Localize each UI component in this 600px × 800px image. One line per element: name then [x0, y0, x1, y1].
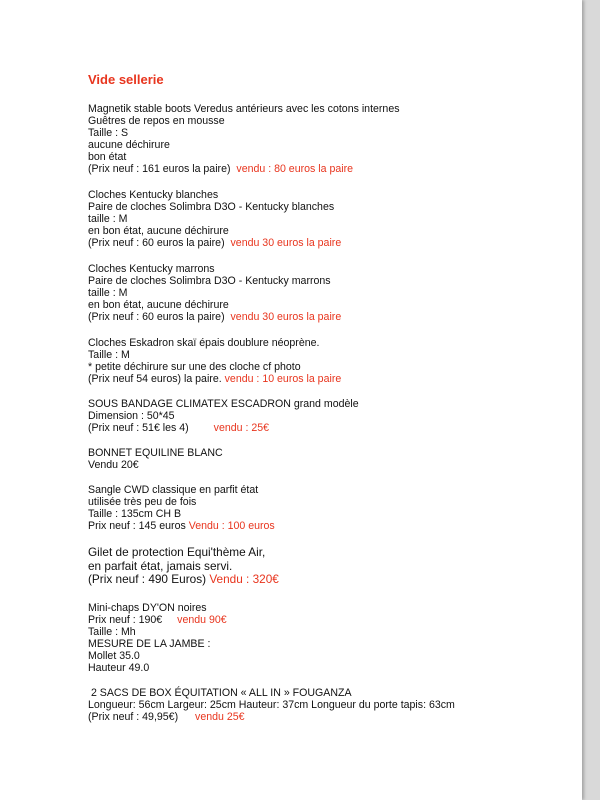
item-line: aucune déchirure — [88, 139, 170, 151]
item-line: utilisée très peu de fois — [88, 496, 197, 508]
original-price: (Prix neuf : 60 euros la paire) — [88, 237, 225, 249]
original-price: Prix neuf : 190€ — [88, 614, 163, 626]
item-line: Magnetik stable boots Veredus antérieurs avec les cotons internes — [88, 103, 400, 115]
price-line — [88, 711, 455, 723]
price-line — [88, 573, 279, 587]
original-price: (Prix neuf : 490 Euros) — [88, 572, 207, 586]
price-line — [88, 163, 400, 175]
sale-price: vendu : 25€ — [213, 422, 270, 434]
listing-item — [88, 447, 223, 471]
listing-item — [88, 687, 455, 723]
item-line: Cloches Eskadron skaï épais doublure néoprène. — [88, 337, 320, 349]
item-line: Sangle CWD classique en parfit état — [88, 484, 259, 496]
item-line: Mini-chaps DY'ON noires — [88, 602, 207, 614]
price-line — [88, 520, 275, 532]
item-line: Longueur: 56cm Largeur: 25cm Hauteur: 37cm Longueur du porte tapis: 63cm — [88, 699, 455, 711]
item-line: Vendu 20€ — [88, 459, 139, 471]
page-title: Vide sellerie — [88, 72, 164, 87]
listing-item — [88, 398, 359, 434]
item-line: Gilet de protection Equi'thème Air, — [88, 545, 266, 559]
listing-item — [88, 546, 279, 587]
item-line: Taille : 135cm CH B — [88, 508, 182, 520]
listing-item — [88, 103, 400, 175]
item-line: Mollet 35.0 — [88, 650, 140, 662]
listing-item — [88, 602, 227, 674]
original-price: (Prix neuf : 60 euros la paire) — [88, 311, 225, 323]
sale-price: Vendu : 100 euros — [188, 520, 275, 532]
price-line — [88, 311, 341, 323]
price-line — [88, 373, 341, 385]
original-price: (Prix neuf 54 euros) la paire. — [88, 373, 222, 385]
listing-item — [88, 263, 341, 323]
item-line: en bon état, aucune déchirure — [88, 225, 229, 237]
item-line: SOUS BANDAGE CLIMATEX ESCADRON grand modèle — [88, 398, 359, 410]
item-line: taille : M — [88, 287, 128, 299]
item-line: Guêtres de repos en mousse — [88, 115, 225, 127]
item-line: bon état — [88, 151, 127, 163]
sale-price: vendu 30 euros la paire — [230, 237, 342, 249]
item-line: Taille : Mh — [88, 626, 136, 638]
listing-item — [88, 337, 341, 385]
item-line: BONNET EQUILINE BLANC — [88, 447, 223, 459]
item-line: en bon état, aucune déchirure — [88, 299, 229, 311]
sale-price: vendu 30 euros la paire — [230, 311, 342, 323]
item-line: Hauteur 49.0 — [88, 662, 150, 674]
item-line: Taille : S — [88, 127, 129, 139]
item-line: Paire de cloches Solimbra D3O - Kentucky blanches — [88, 201, 335, 213]
item-line: Cloches Kentucky marrons — [88, 263, 215, 275]
listing-item — [88, 484, 275, 532]
sale-price: vendu 90€ — [177, 614, 227, 626]
item-line: MESURE DE LA JAMBE : — [88, 638, 211, 650]
item-line: Cloches Kentucky blanches — [88, 189, 219, 201]
sale-price: Vendu : 320€ — [209, 572, 279, 586]
item-line: en parfait état, jamais servi. — [88, 558, 233, 573]
original-price: (Prix neuf : 51€ les 4) — [88, 422, 189, 434]
price-line — [88, 237, 341, 249]
original-price: Prix neuf : 145 euros — [88, 520, 186, 532]
item-line: 2 SACS DE BOX ÉQUITATION « ALL IN » FOUGANZA — [88, 687, 352, 699]
item-line: * petite déchirure sur une des cloche cf photo — [88, 361, 301, 373]
item-line: Taille : M — [88, 349, 130, 361]
item-line: Paire de cloches Solimbra D3O - Kentucky marrons — [88, 275, 331, 287]
price-line — [88, 422, 359, 434]
item-line: taille : M — [88, 213, 128, 225]
listing-item — [88, 189, 341, 249]
item-line: Dimension : 50*45 — [88, 410, 175, 422]
original-price: (Prix neuf : 49,95€) — [88, 711, 179, 723]
sale-price: vendu 25€ — [195, 711, 245, 723]
price-line — [88, 614, 227, 626]
original-price: (Prix neuf : 161 euros la paire) — [88, 163, 231, 175]
sale-price: vendu : 80 euros la paire — [236, 163, 353, 175]
sale-price: vendu : 10 euros la paire — [224, 373, 342, 385]
